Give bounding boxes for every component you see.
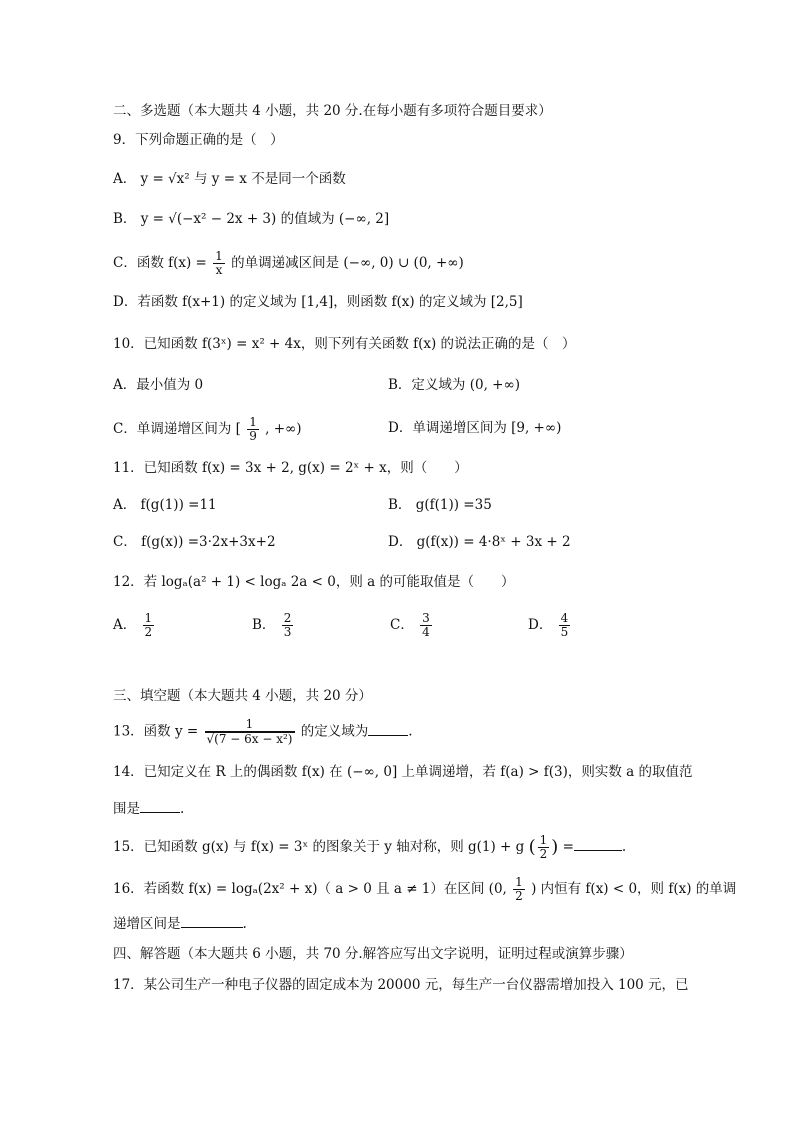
option-label: C．: [390, 617, 414, 633]
section-3-title: 三、填空题（本大题共 4 小题，共 20 分）: [113, 688, 372, 704]
fraction-denominator: 4: [422, 625, 430, 639]
question-11-stem: 11．已知函数 f(x) = 3x + 2, g(x) = 2ˣ + x，则（ ）: [113, 460, 468, 476]
fraction: [247, 416, 259, 443]
question-11-option-b: B． g(f(1)) =35: [388, 497, 492, 513]
question-16-line-2: [113, 914, 247, 934]
fraction: [559, 612, 571, 639]
section-4-title: 四、解答题（本大题共 6 小题，共 70 分.解答应写出文字说明，证明过程或演算步骤）: [113, 946, 633, 962]
question-15-prefix: 15．已知函数 g(x) 与 f(x) = 3ˣ 的图象关于 y 轴对称，则 g(1) + g: [113, 839, 525, 855]
fraction-denominator: 5: [560, 625, 569, 639]
period: .: [180, 801, 185, 817]
option-c-suffix: 的单调递减区间是 (−∞, 0) ∪ (0, +∞): [231, 255, 464, 271]
fraction-numerator: 1: [249, 415, 257, 429]
question-10-option-d: D．单调递增区间为 [9, +∞): [388, 420, 562, 436]
fraction-numerator: 1: [515, 875, 523, 889]
answer-blank[interactable]: [368, 723, 408, 736]
question-9-option-c: [113, 250, 464, 277]
question-12-option-b: [252, 612, 295, 639]
question-12-option-a: [113, 612, 156, 639]
fraction: [282, 612, 294, 639]
fraction-numerator: 1: [144, 611, 153, 625]
fraction-denominator: √(7 − 6x − x²): [206, 732, 293, 746]
fraction: [538, 834, 550, 861]
fraction: [205, 718, 295, 746]
question-12-option-d: [528, 612, 572, 639]
fraction-denominator: x: [215, 263, 223, 277]
fraction: [143, 612, 155, 639]
fraction-numerator: 1: [205, 718, 295, 732]
period: .: [621, 839, 627, 855]
fraction: [213, 250, 225, 277]
question-9-stem: 9．下列命题正确的是（ ）: [113, 132, 284, 148]
question-13: [113, 718, 413, 746]
question-10-option-a: A．最小值为 0: [113, 377, 204, 393]
answer-blank[interactable]: [140, 800, 180, 813]
fraction-numerator: 3: [422, 611, 430, 625]
question-15-suffix: =: [562, 839, 574, 855]
question-9-option-a: A． y = √x² 与 y = x 不是同一个函数: [113, 171, 346, 187]
question-16-prefix: 16．若函数 f(x) = logₐ(2x² + x)（ a > 0 且 a ≠ 1）在区间 (0,: [113, 881, 507, 897]
question-12-stem: 12．若 logₐ(a² + 1) < logₐ 2a < 0，则 a 的可能取值是（ ）: [113, 574, 515, 590]
option-c-prefix: C．单调递增区间为 [: [113, 421, 241, 437]
question-13-prefix: 13．函数 y =: [113, 723, 199, 740]
fraction-denominator: 2: [539, 847, 548, 861]
fraction-denominator: 2: [515, 889, 523, 903]
question-10-option-b: B．定义域为 (0, +∞): [388, 377, 520, 393]
question-16-suffix: ) 内恒有 f(x) < 0，则 f(x) 的单调: [531, 881, 737, 897]
question-9-option-b: B． y = √(−x² − 2x + 3) 的值域为 (−∞, 2]: [113, 211, 390, 227]
question-16-text: 递增区间是: [113, 916, 181, 932]
fraction-numerator: 2: [283, 611, 292, 625]
fraction-numerator: 1: [215, 249, 223, 263]
question-16-line-1: [113, 876, 736, 903]
section-2-title: 二、多选题（本大题共 4 小题，共 20 分.在每小题有多项符合题目要求）: [113, 103, 552, 119]
question-11-option-a: A． f(g(1)) =11: [113, 497, 217, 513]
question-14-line-2: [113, 799, 184, 819]
answer-blank[interactable]: [574, 838, 622, 851]
option-c-prefix: C．函数 f(x) =: [113, 255, 207, 271]
question-12-option-c: [390, 612, 434, 639]
period: .: [408, 723, 413, 740]
fraction-denominator: 9: [249, 429, 257, 443]
fraction-denominator: 3: [283, 625, 292, 639]
option-c-suffix: , +∞): [265, 421, 302, 437]
question-11-option-c: C． f(g(x)) =3·2x+3x+2: [113, 534, 276, 550]
option-label: B．: [252, 617, 276, 633]
question-9-option-d: D．若函数 f(x+1) 的定义域为 [1,4]，则函数 f(x) 的定义域为 [2,5]: [113, 294, 523, 310]
question-14-line-1: 14．已知定义在 R 上的偶函数 f(x) 在 (−∞, 0] 上单调递增，若 f(a) > f(3)，则实数 a 的取值范: [113, 764, 693, 780]
fraction-denominator: 2: [144, 625, 153, 639]
option-label: A．: [113, 617, 137, 633]
question-14-text: 围是: [113, 801, 140, 817]
option-label: D．: [528, 617, 553, 633]
period: .: [242, 916, 247, 932]
question-10-option-c: [113, 416, 302, 443]
question-15: 15．已知函数 g(x) 与 f(x) = 3ˣ 的图象关于 y 轴对称，则 g(1) + g ( $\frac{1}{2}$ ) = .: [113, 833, 627, 861]
fraction: [513, 876, 525, 903]
fraction: [420, 612, 432, 639]
fraction-numerator: 4: [560, 611, 569, 625]
question-13-suffix: 的定义域为: [300, 723, 369, 740]
question-11-option-d: D． g(f(x)) = 4·8ˣ + 3x + 2: [388, 534, 571, 550]
fraction-numerator: 1: [539, 833, 548, 847]
question-10-stem: 10．已知函数 f(3ˣ) = x² + 4x，则下列有关函数 f(x) 的说法正确的是（ ）: [113, 336, 576, 352]
question-17-line-1: 17．某公司生产一种电子仪器的固定成本为 20000 元，每生产一台仪器需增加投入 100 元，已: [113, 977, 689, 993]
answer-blank[interactable]: [181, 915, 243, 928]
